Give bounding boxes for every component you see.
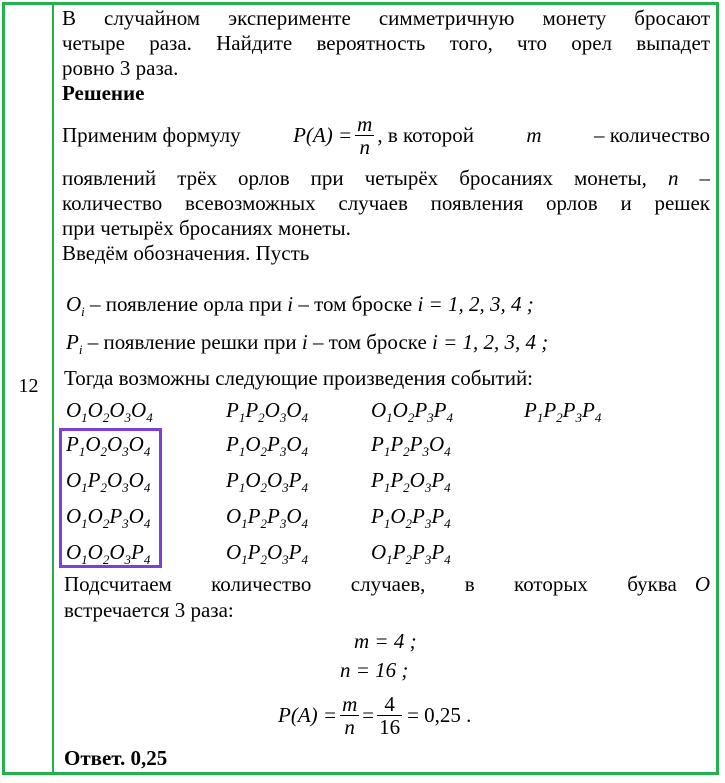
event-cell: $O_1P_2O_3O_4$	[66, 468, 151, 496]
final-den-2: 16	[379, 714, 401, 739]
problem-line-1: В случайном эксперименте симметричную монету бросают	[62, 6, 710, 30]
solution-heading: Решение	[62, 81, 145, 105]
notation-range-o: i = 1, 2, 3, 4 ;	[417, 292, 534, 316]
definition-line-2: количество всевозможных случаев появления орлов и решек	[62, 191, 710, 215]
final-num-2: 4	[377, 693, 402, 716]
event-cell: $O_1O_2P_3P_4$	[371, 398, 453, 426]
n-value: n = 16 ;	[340, 658, 409, 682]
formula-line	[62, 106, 710, 164]
count-line-2: встречается 3 раза:	[64, 598, 234, 622]
formula-dash-m: – количество	[593, 122, 710, 147]
final-num-1: m	[342, 691, 358, 716]
notation-intro: Введём обозначения. Пусть	[62, 241, 310, 265]
final-result: = 0,25 .	[407, 702, 472, 727]
notation-line-o	[66, 292, 534, 320]
task-number: 12	[18, 375, 39, 397]
event-cell: $O_1P_2P_3O_4$	[226, 504, 308, 532]
definition-line-1	[62, 166, 710, 191]
final-fraction-1	[340, 693, 359, 738]
event-cell: $P_1P_2O_3O_4$	[226, 398, 308, 426]
count-letter: O	[694, 572, 710, 596]
m-value: m = 4 ;	[354, 629, 417, 653]
problem-line-3: ровно 3 раза.	[62, 56, 179, 80]
formula-denominator: n	[359, 134, 370, 159]
final-formula	[278, 686, 471, 744]
event-cell: $P_1O_2O_3O_4$	[66, 432, 151, 460]
formula-numerator: m	[357, 111, 373, 136]
event-cell: $P_1P_2O_3P_4$	[371, 468, 451, 496]
event-cell: $O_1P_2P_3P_4$	[371, 540, 451, 568]
event-cell: $P_1O_2O_3P_4$	[226, 468, 308, 496]
formula-before: Применим формулу	[62, 122, 241, 147]
notation-sub-p: i	[78, 342, 83, 358]
count-line-1	[64, 572, 710, 597]
notation-var-o: i	[287, 292, 294, 316]
definition-text-1: появлений трёх орлов при четырёх бросаниях монеты,	[62, 166, 647, 190]
formula-inline	[293, 113, 474, 158]
problem-line-2: четыре раза. Найдите вероятность того, что орел выпадет	[62, 31, 710, 55]
column-divider	[52, 5, 54, 772]
highlight-box	[59, 428, 162, 568]
notation-text-p: – появление решки при	[87, 330, 297, 354]
notation-text-o: – появление орла при	[90, 292, 283, 316]
formula-lhs: P(A) =	[293, 122, 353, 147]
definition-dash-n: –	[699, 166, 710, 190]
event-cell: $O_1O_2O_3P_4$	[66, 540, 151, 568]
answer: Ответ. 0,25	[64, 746, 168, 770]
solution-content	[62, 6, 710, 266]
notation-rest-o: – том броске	[298, 292, 413, 316]
event-cell: $P_1O_2P_3P_4$	[371, 504, 451, 532]
notation-range-p: i = 1, 2, 3, 4 ;	[432, 330, 549, 354]
formula-var-m: m	[526, 122, 542, 147]
event-cell: $O_1O_2P_3O_4$	[66, 504, 151, 532]
final-den-1: n	[344, 714, 355, 739]
events-intro: Тогда возможны следующие произведения событий:	[64, 366, 534, 390]
notation-var-p: i	[301, 330, 308, 354]
notation-sym-p: P	[66, 330, 79, 354]
notation-sub-o: i	[81, 304, 85, 320]
notation-line-p	[66, 330, 549, 358]
definition-line-3: при четырёх бросаниях монеты.	[62, 216, 351, 240]
event-cell: $P_1P_2P_3P_4$	[524, 398, 602, 426]
count-text: Подсчитаем количество случаев, в которых буква	[64, 572, 677, 596]
final-lhs: P(A) =	[278, 702, 338, 727]
event-cell: $P_1P_2P_3O_4$	[371, 432, 451, 460]
event-cell: $O_1P_2O_3P_4$	[226, 540, 308, 568]
notation-sym-o: O	[66, 292, 82, 316]
final-fraction-2	[377, 693, 402, 738]
final-eq: =	[362, 702, 375, 727]
notation-rest-p: – том броске	[312, 330, 427, 354]
definition-var-n: n	[667, 166, 679, 190]
event-cell: $O_1O_2O_3O_4$	[66, 398, 153, 426]
event-cell: $P_1O_2P_3O_4$	[226, 432, 308, 460]
formula-after: , в которой	[377, 122, 474, 147]
formula-fraction	[355, 113, 374, 158]
